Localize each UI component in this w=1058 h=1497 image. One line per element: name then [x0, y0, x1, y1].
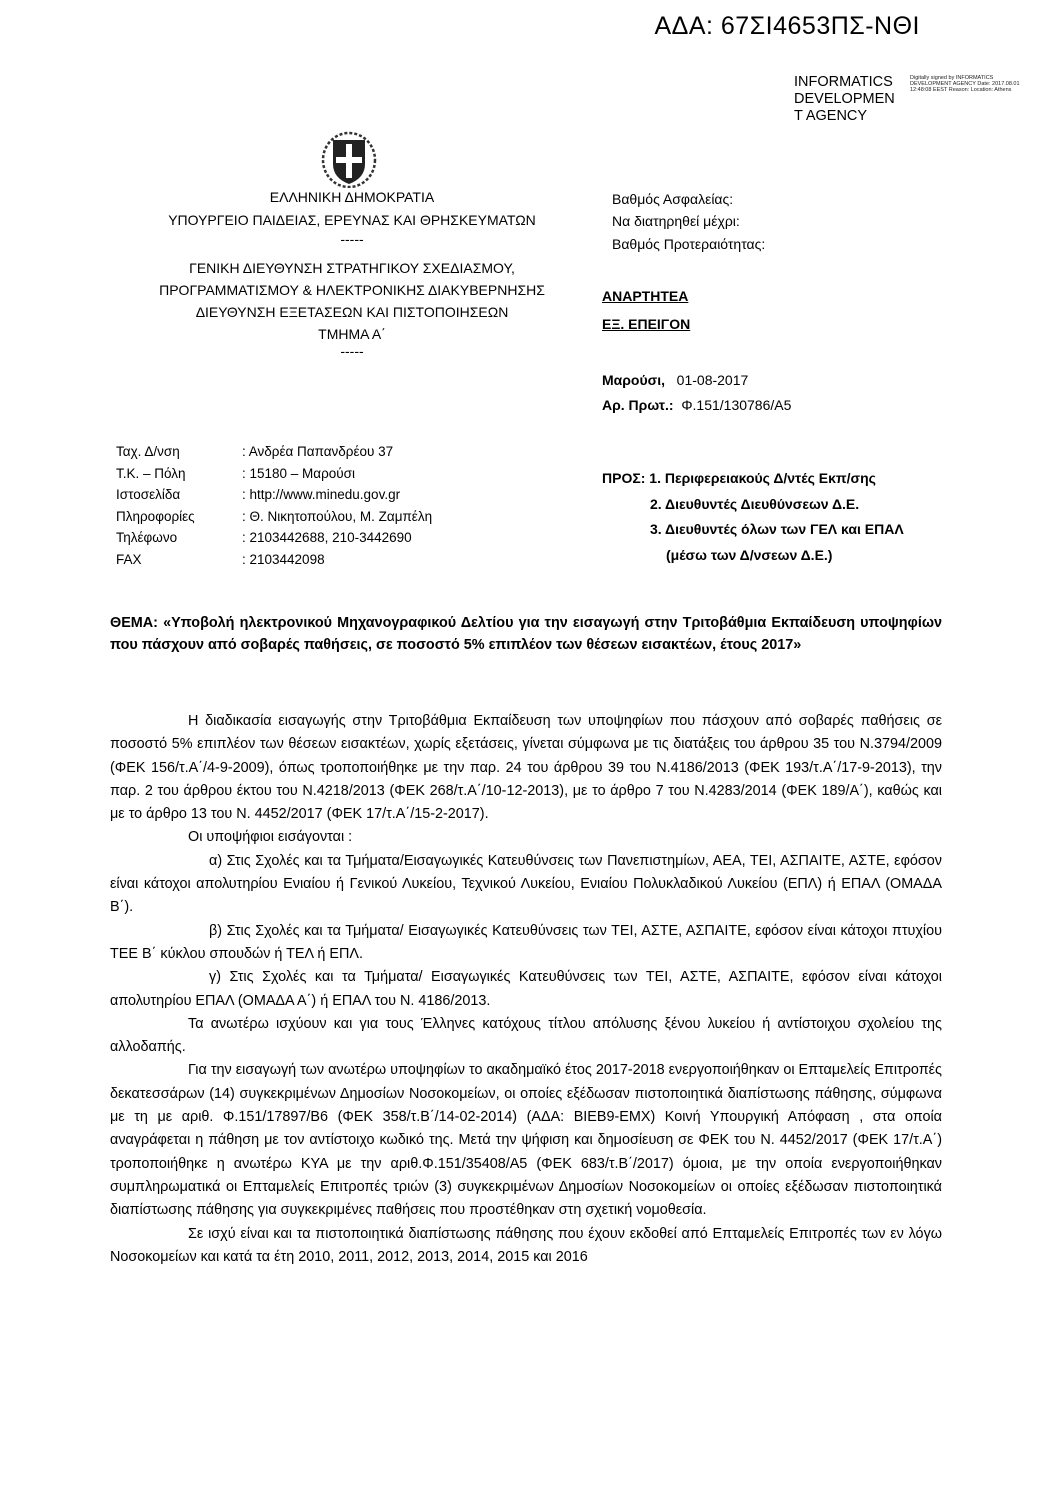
- header-directorate: ΔΙΕΥΘΥΝΣΗ ΕΞΕΤΑΣΕΩΝ ΚΑΙ ΠΙΣΤΟΠΟΙΗΣΕΩΝ: [195, 304, 509, 320]
- contact-row: [116, 466, 432, 488]
- contact-row: [116, 530, 432, 552]
- contact-value: : Ανδρέα Παπανδρέου 37: [242, 444, 394, 459]
- paragraph: Σε ισχύ είναι και τα πιστοποιητικά διαπίστωσης πάθησης που έχουν εκδοθεί από Επταμελείς Επιτροπές των εν λόγω Νοσοκομείων και κατά τα έτη 2010, 2011, 2012, 2013, 2014, 2015 και 2016: [110, 1225, 942, 1265]
- retention: Να διατηρηθεί μέχρι:: [612, 213, 740, 230]
- security-level: Βαθμός Ασφαλείας:: [612, 191, 734, 207]
- date-block: [602, 368, 791, 418]
- contact-key: Τηλέφωνο: [116, 530, 178, 545]
- recipients-block: [602, 466, 904, 568]
- header-country: ΕΛΛΗΝΙΚΗ ΔΗΜΟΚΡΑΤΙΑ: [269, 189, 435, 205]
- header-department: ΤΜΗΜΑ Α΄: [318, 326, 386, 342]
- website-link[interactable]: : http://www.minedu.gov.gr: [242, 487, 401, 502]
- body-text: [110, 710, 942, 1269]
- header-programming: ΠΡΟΓΡΑΜΜΑΤΙΣΜΟΥ & ΗΛΕΚΤΡΟΝΙΚΗΣ ΔΙΑΚΥΒΕΡΝΗΣΗΣ: [159, 282, 545, 298]
- paragraph: β) Στις Σχολές και τα Τμήματα/ Εισαγωγικές Κατευθύνσεις των ΤΕΙ, ΑΣΤΕ, ΑΣΠΑΙΤΕ, εφόσον είναι κάτοχοι πτυχίου ΤΕΕ Β΄ κύκλου σπουδών ή ΤΕΛ ή ΕΠΛ.: [110, 922, 942, 962]
- recipient-note: (μέσω των Δ/νσεων Δ.Ε.): [666, 546, 833, 563]
- signature-details: Digitally signed by INFORMATICS DEVELOPMENT AGENCY Date: 2017.08.01 12:48:08 EEST Reason: Location: Athens: [910, 75, 1020, 94]
- contact-row: [116, 509, 432, 531]
- paragraph: Για την εισαγωγή των ανωτέρω υποψηφίων το ακαδημαϊκό έτος 2017-2018 ενεργοποιήθηκαν οι Επταμελείς Επιτροπές δεκατεσσάρων (14) συγκεκριμένων Δημοσίων Νοσοκομείων, οι οποίες εξέδωσαν πιστοποιητικά διαπίστωσης πάθησης, σύμφωνα με τη με αριθ. Φ.151/17897/Β6 (ΦΕΚ 358/τ.Β΄/14-02-2014) (ΑΔΑ: ΒΙΕΒ9-ΕΜΧ) Κοινή Υπουργική Απόφαση , στα οποία αναγράφεται η πάθηση με τον αντίστοιχο κωδικό της. Μετά την ψήφιση και δημοσίευση σε ΦΕΚ του Ν. 4452/2017 (ΦΕΚ 17/τ.Α΄) τροποποιήθηκε η ανωτέρω ΚΥΑ με την αριθ.Φ.151/35408/Α5 (ΦΕΚ 683/τ.Β΄/2017) όμοια, με την οποία ενεργοποιήθηκαν συμπληρωματικά οι Επταμελείς Επιτροπές τριών (3) συγκεκριμένων Δημοσίων Νοσοκομείων οι οποίες εξέδωσαν πιστοποιητικά διαπίστωσης πάθησης για συγκεκριμένες παθήσεις που προστέθηκαν στη σχετική νομοθεσία.: [110, 1062, 942, 1219]
- contact-key: Ιστοσελίδα: [116, 487, 181, 502]
- contact-row: [116, 487, 432, 509]
- contact-value: : Θ. Νικητοπούλου, Μ. Ζαμπέλη: [242, 508, 433, 524]
- contact-value: : 2103442688, 210-3442690: [242, 530, 412, 545]
- contact-row: [116, 444, 432, 466]
- header-ministry: ΥΠΟΥΡΓΕΙΟ ΠΑΙΔΕΙΑΣ, ΕΡΕΥΝΑΣ ΚΑΙ ΘΡΗΣΚΕΥΜΑΤΩΝ: [168, 212, 536, 228]
- contact-key: Τ.Κ. – Πόλη: [116, 465, 186, 481]
- date: 01-08-2017: [676, 372, 749, 388]
- contact-value: : 15180 – Μαρούσι: [242, 465, 356, 481]
- paragraph: α) Στις Σχολές και τα Τμήματα/Εισαγωγικές Κατευθύνσεις των Πανεπιστημίων, ΑΕΑ, ΤΕΙ, ΑΣΠΑΙΤΕ, ΑΣΤΕ, εφόσον είναι κάτοχοι απολυτηρίου Ενιαίου ή Γενικού Λυκείου, Τεχνικού Λυκείου, Ενιαίου Πολυκλαδικού Λυκείου (ΕΠΛ) ή ΕΠΑΛ (ΟΜΑΔΑ Β΄).: [110, 852, 942, 916]
- contact-key: FAX: [116, 551, 142, 567]
- contact-key: Πληροφορίες: [116, 508, 195, 524]
- greek-emblem-icon: [321, 126, 377, 188]
- security-block: [612, 188, 765, 255]
- ada-code: ΑΔΑ: 67ΣΙ4653ΠΣ-ΝΘΙ: [654, 12, 920, 40]
- recipient-2: 2. Διευθυντές Διευθύνσεων Δ.Ε.: [650, 495, 860, 512]
- post-notice: ΑΝΑΡΤΗΤΕΑ: [602, 288, 689, 304]
- contact-table: [116, 444, 432, 573]
- paragraph: γ) Στις Σχολές και τα Τμήματα/ Εισαγωγικές Κατευθύνσεις των ΤΕΙ, ΑΣΤΕ, ΑΣΠΑΙΤΕ, εφόσον είναι κάτοχοι απολυτηρίου ΕΠΑΛ (ΟΜΑΔΑ Α΄) ή ΕΠΑΛ του Ν. 4186/2013.: [110, 969, 942, 1009]
- header-directorate-general: ΓΕΝΙΚΗ ΔΙΕΥΘΥΝΣΗ ΣΤΡΑΤΗΓΙΚΟΥ ΣΧΕΔΙΑΣΜΟΥ,: [189, 260, 515, 276]
- contact-value: : 2103442098: [242, 551, 325, 567]
- subject: ΘΕΜΑ: «Υποβολή ηλεκτρονικού Μηχανογραφικού Δελτίου για την εισαγωγή στην Τριτοβάθμια Εκπαίδευση υποψηφίων που πάσχουν από σοβαρές παθήσεις, σε ποσοστό 5% επιπλέον των θέσεων εισακτέων, έτους 2017»: [110, 615, 942, 654]
- contact-key: Ταχ. Δ/νση: [116, 444, 180, 459]
- header-separator: -----: [340, 231, 364, 247]
- urgent-notice: ΕΞ. ΕΠΕΙΓΟΝ: [602, 316, 691, 332]
- reference-number: Φ.151/130786/Α5: [681, 397, 792, 413]
- contact-row: [116, 552, 432, 574]
- signature-name: INFORMATICS DEVELOPMEN T AGENCY: [794, 74, 895, 124]
- paragraph: Η διαδικασία εισαγωγής στην Τριτοβάθμια Εκπαίδευση των υποψηφίων που πάσχουν από σοβαρές παθήσεις σε ποσοστό 5% επιπλέον των θέσεων εισακτέων, χωρίς εξετάσεις, γίνεται σύμφωνα με τις διατάξεις του άρθρου 35 του Ν.3794/2009 (ΦΕΚ 156/τ.Α΄/4-9-2009), όπως τροποποιήθηκε με την παρ. 24 του άρθρου 39 του Ν.4186/2013 (ΦΕΚ 193/τ.Α΄/17-9-2013), την παρ. 2 του άρθρου έκτου του Ν.4218/2013 (ΦΕΚ 268/τ.Α΄/10-12-2013), με το άρθρο 7 του Ν.4283/2014 (ΦΕΚ 189/Α΄), καθώς και με το άρθρο 13 του Ν. 4452/2017 (ΦΕΚ 17/τ.Α΄/15-2-2017).: [110, 713, 942, 823]
- recipient-1: ΠΡΟΣ: 1. Περιφερειακούς Δ/ντές Εκπ/σης: [602, 470, 876, 486]
- reference-label: Αρ. Πρωτ.:: [602, 397, 674, 413]
- recipient-3: 3. Διευθυντές όλων των ΓΕΛ και ΕΠΑΛ: [650, 521, 904, 537]
- header-separator-2: -----: [340, 343, 364, 359]
- paragraph: Τα ανωτέρω ισχύουν και για τους Έλληνες κατόχους τίτλου απόλυσης ξένου λυκείου ή αντίστοιχου σχολείου της αλλοδαπής.: [110, 1015, 942, 1056]
- priority-level: Βαθμός Προτεραιότητας:: [612, 235, 766, 252]
- paragraph: Οι υποψήφιοι εισάγονται :: [188, 829, 353, 846]
- place: Μαρούσι,: [602, 372, 665, 388]
